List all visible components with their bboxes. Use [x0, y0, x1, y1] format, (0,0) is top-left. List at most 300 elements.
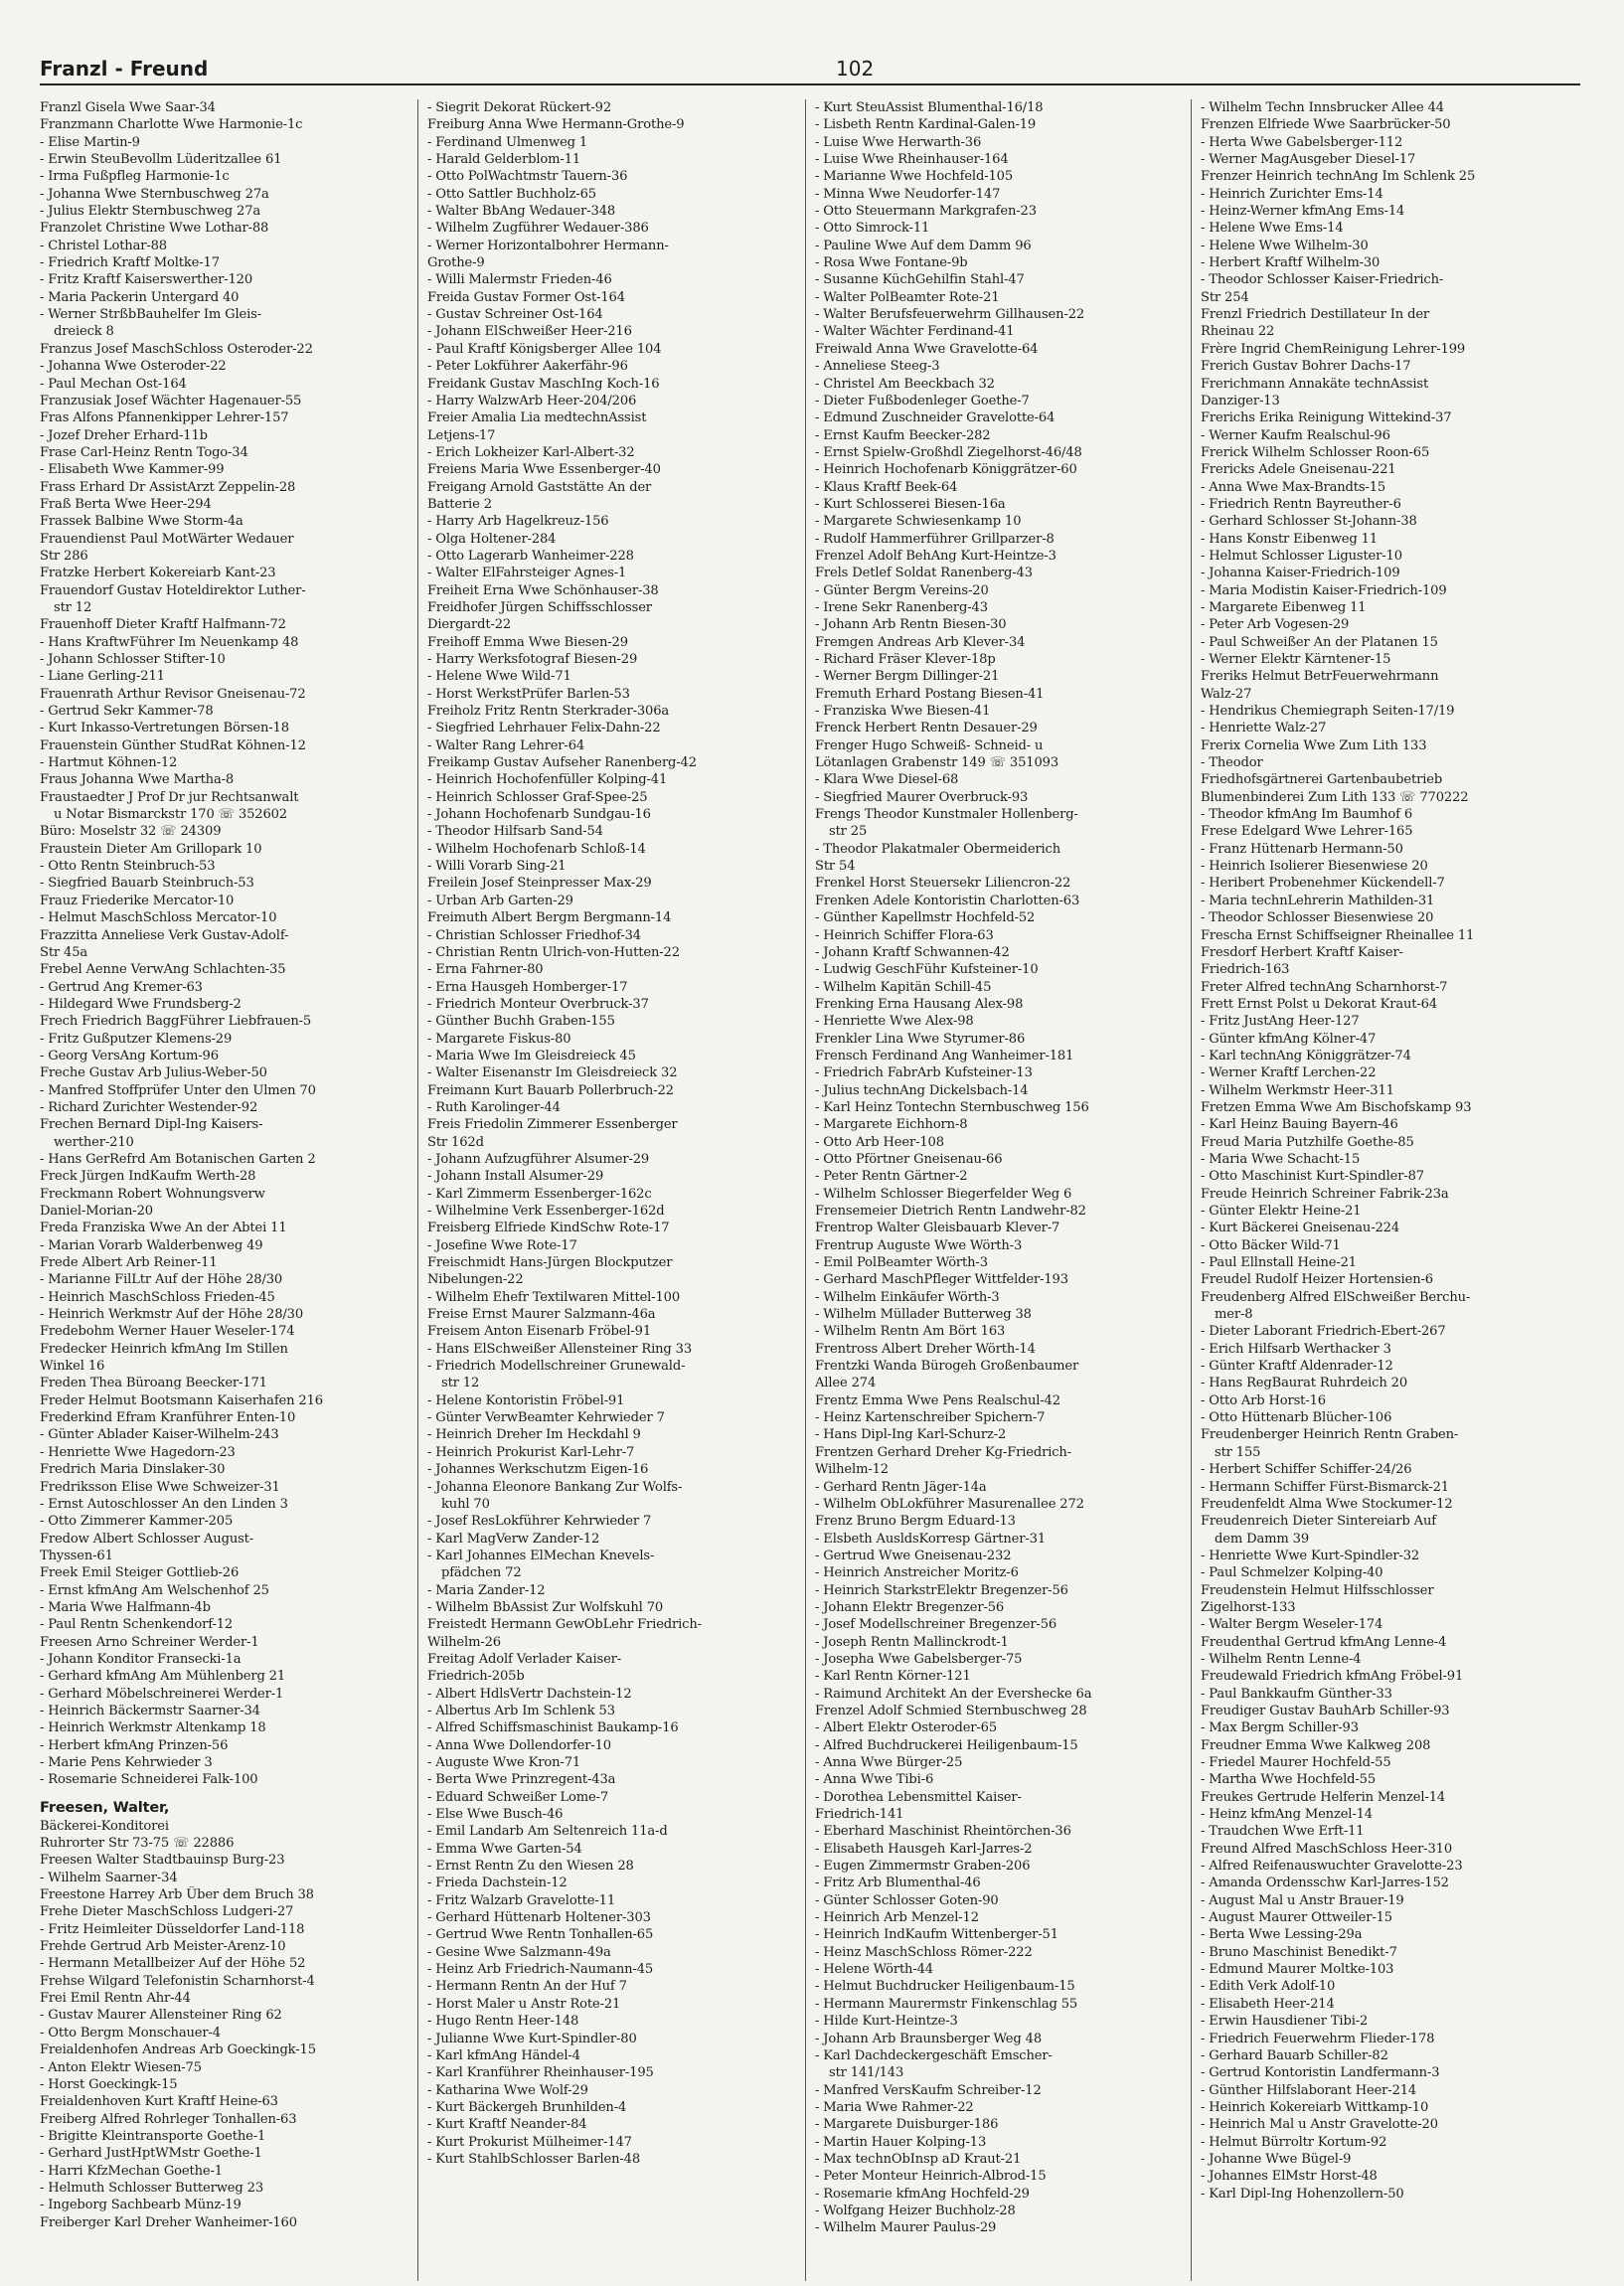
directory-entry: - Edith Verk Adolf-10	[1201, 1979, 1336, 1995]
directory-entry: Freestone Harrey Arb Über dem Bruch 38	[40, 1887, 314, 1903]
directory-entry: - Theodor Schlosser Biesenwiese 20	[1201, 910, 1434, 926]
directory-entry: Frauz Friederike Mercator-10	[40, 893, 235, 908]
directory-entry: - Theodor	[1201, 755, 1263, 771]
directory-entry: - Johanna Eleonore Bankang Zur Wolfs-	[427, 1479, 683, 1495]
directory-entry: - Werner Kraftf Lerchen-22	[1201, 1065, 1377, 1081]
directory-entry: - Johann Aufzugführer Alsumer-29	[427, 1151, 650, 1167]
directory-entry: - Maria Wwe Im Gleisdreieck 45	[427, 1048, 636, 1063]
directory-entry: - Werner Elektr Kärntener-15	[1201, 652, 1391, 667]
directory-entry: - Elisabeth Heer-214	[1201, 1996, 1335, 2012]
directory-entry: - Otto Sattler Buchholz-65	[427, 186, 596, 202]
directory-entry: Fraustaedter J Prof Dr jur Rechtsanwalt	[40, 789, 299, 805]
directory-entry: - Günther Kapellmstr Hochfeld-52	[815, 910, 1036, 926]
directory-entry: Str 162d	[427, 1134, 484, 1150]
directory-entry: - Wolfgang Heizer Buchholz-28	[815, 2203, 1016, 2218]
directory-entry: - Josepha Wwe Gabelsberger-75	[815, 1651, 1023, 1667]
directory-entry: - Christian Rentn Ulrich-von-Hutten-22	[427, 944, 680, 960]
directory-entry: Frenzer Heinrich technAng Im Schlenk 25	[1201, 169, 1476, 185]
directory-entry: Freier Amalia Lia medtechnAssist	[427, 410, 647, 426]
directory-entry: Freukes Gertrude Helferin Menzel-14	[1201, 1789, 1446, 1805]
directory-entry: - Theodor Hilfsarb Sand-54	[427, 824, 603, 840]
directory-entry: - Otto Maschinist Kurt-Spindler-87	[1201, 1169, 1424, 1185]
directory-entry: - Hilde Kurt-Heintze-3	[815, 2014, 958, 2030]
page-number: 102	[836, 57, 875, 81]
directory-entry: - Franz Hüttenarb Hermann-50	[1201, 841, 1403, 857]
directory-entry: - Alfred Schiffsmaschinist Baukamp-16	[427, 1720, 679, 1736]
directory-entry: - Heinrich IndKaufm Wittenberger-51	[815, 1927, 1058, 1943]
directory-entry: - Karl technAng Königgrätzer-74	[1201, 1048, 1411, 1063]
directory-entry: - Heinrich Schlosser Graf-Spee-25	[427, 789, 648, 805]
directory-entry: - Karl Kranführer Rheinhauser-195	[427, 2065, 654, 2081]
directory-entry: - Wilhelm Rentn Am Bört 163	[815, 1324, 1006, 1340]
directory-entry: - Wilhelm Zugführer Wedauer-386	[427, 221, 649, 237]
directory-entry: Freda Franziska Wwe An der Abtei 11	[40, 1221, 287, 1236]
directory-entry: - Hans Konstr Eibenweg 11	[1201, 531, 1378, 547]
directory-entry: - Karl Heinz Tontechn Sternbuschweg 156	[815, 1099, 1089, 1115]
directory-entry: Frerix Cornelia Wwe Zum Lith 133	[1201, 737, 1427, 753]
directory-entry: Büro: Moselstr 32 ☏ 24309	[40, 824, 222, 840]
directory-entry: - Friedrich Kraftf Moltke-17	[40, 255, 220, 271]
directory-entry: - Rosemarie kfmAng Hochfeld-29	[815, 2186, 1030, 2202]
directory-entry: Freilein Josef Steinpresser Max-29	[427, 876, 652, 892]
directory-entry: - Paul Mechan Ost-164	[40, 376, 187, 392]
directory-entry: Freidank Gustav MaschIng Koch-16	[427, 376, 660, 392]
directory-entry: - Walter Berufsfeuerwehrm Gillhausen-22	[815, 307, 1085, 323]
directory-entry: Freisem Anton Eisenarb Fröbel-91	[427, 1324, 652, 1340]
directory-entry: Frerichs Erika Reinigung Wittekind-37	[1201, 410, 1452, 426]
directory-entry: - Gertrud Sekr Kammer-78	[40, 704, 214, 720]
directory-entry: - Helene Wwe Wild-71	[427, 669, 571, 685]
directory-entry: - Heinrich Werkmstr Auf der Höhe 28/30	[40, 1307, 304, 1323]
directory-entry: - Hugo Rentn Heer-148	[427, 2014, 579, 2030]
directory-entry: - Karl Rentn Körner-121	[815, 1669, 971, 1685]
directory-entry: - Günter Ablader Kaiser-Wilhelm-243	[40, 1427, 279, 1443]
directory-entry: Freter Alfred technAng Scharnhorst-7	[1201, 979, 1448, 995]
directory-entry: - Günter Elektr Heine-21	[1201, 1204, 1362, 1219]
directory-entry: Freiwald Anna Wwe Gravelotte-64	[815, 341, 1039, 357]
directory-entry: - Fritz Arb Blumenthal-46	[815, 1876, 981, 1891]
directory-entry: Freriks Helmut BetrFeuerwehrmann	[1201, 669, 1439, 685]
directory-entry: - Johann Schlosser Stifter-10	[40, 652, 226, 667]
directory-entry: - Walter Wächter Ferdinand-41	[815, 324, 1015, 340]
directory-entry: Freimuth Albert Bergm Bergmann-14	[427, 910, 672, 926]
directory-entry: - Theodor Schlosser Kaiser-Friedrich-	[1201, 272, 1444, 288]
directory-entry: Frels Detlef Soldat Ranenberg-43	[815, 566, 1033, 581]
directory-entry: Frassek Balbine Wwe Storm-4a	[40, 514, 244, 530]
directory-entry: - Walter BbAng Wedauer-348	[427, 204, 616, 220]
directory-entry: - Margarete Eibenweg 11	[1201, 599, 1367, 615]
directory-entry: - Hermann Schiffer Fürst-Bismarck-21	[1201, 1479, 1449, 1495]
directory-entry: Freudenreich Dieter Sintereiarb Auf	[1201, 1514, 1436, 1530]
directory-entry: - Theodor Plakatmaler Obermeiderich	[815, 841, 1061, 857]
directory-entry: - Kurt Schlosserei Biesen-16a	[815, 496, 1006, 512]
directory-entry: Rheinau 22	[1201, 324, 1275, 340]
directory-entry: Fraß Berta Wwe Heer-294	[40, 496, 212, 512]
directory-entry: Frazzitta Anneliese Verk Gustav-Adolf-	[40, 927, 289, 943]
directory-entry: Frenking Erna Hausang Alex-98	[815, 996, 1024, 1012]
directory-entry: - Friedrich FabrArb Kufsteiner-13	[815, 1065, 1033, 1081]
directory-entry: - Otto Arb Heer-108	[815, 1134, 944, 1150]
directory-entry: - Julius technAng Dickelsbach-14	[815, 1082, 1029, 1098]
directory-entry: - Heinz Kartenschreiber Spichern-7	[815, 1410, 1046, 1426]
directory-entry: Frescha Ernst Schiffseigner Rheinallee 11	[1201, 927, 1475, 943]
directory-entry: - Luise Wwe Rheinhauser-164	[815, 152, 1009, 168]
column-3	[815, 99, 1183, 2276]
directory-entry: Frensemeier Dietrich Rentn Landwehr-82	[815, 1204, 1086, 1219]
directory-entry: - Heinrich Isolierer Biesenwiese 20	[1201, 859, 1428, 875]
directory-entry: Freudenstein Helmut Hilfsschlosser	[1201, 1582, 1434, 1598]
directory-entry: - Heinrich MaschSchloss Frieden-45	[40, 1289, 275, 1305]
directory-entry: - Erwin SteuBevollm Lüderitzallee 61	[40, 152, 282, 168]
directory-entry: - Paul Bankkaufm Günther-33	[1201, 1686, 1392, 1702]
directory-entry: - Johanne Wwe Bügel-9	[1201, 2151, 1352, 2167]
directory-entry: - Margarete Eichhorn-8	[815, 1117, 968, 1133]
directory-entry: Freud Maria Putzhilfe Goethe-85	[1201, 1134, 1414, 1150]
directory-entry: - Heinrich Hochofenfüller Kolping-41	[427, 772, 668, 788]
directory-entry: str 141/143	[829, 2065, 904, 2081]
directory-entry: - Dieter Fußbodenleger Goethe-7	[815, 393, 1030, 408]
directory-entry: - Johannes ElMstr Horst-48	[1201, 2169, 1378, 2185]
directory-entry: - Günther Hilfslaborant Heer-214	[1201, 2082, 1417, 2098]
directory-entry: - Karl Dipl-Ing Hohenzollern-50	[1201, 2186, 1404, 2202]
directory-entry: - Helmut MaschSchloss Mercator-10	[40, 910, 277, 926]
directory-entry: Freiens Maria Wwe Essenberger-40	[427, 462, 661, 478]
directory-entry: - Johann Hochofenarb Sundgau-16	[427, 807, 651, 823]
directory-entry: - Gustav Maurer Allensteiner Ring 62	[40, 2008, 282, 2024]
directory-entry: Friedrich-163	[1201, 962, 1290, 978]
directory-entry: - Harry WalzwArb Heer-204/206	[427, 393, 637, 408]
directory-entry: - Otto Bäcker Wild-71	[1201, 1237, 1341, 1253]
directory-entry: - Kurt StahlbSchlosser Barlen-48	[427, 2151, 640, 2167]
directory-entry: Frenzl Friedrich Destillateur In der	[1201, 307, 1430, 323]
directory-entry: Fremuth Erhard Postang Biesen-41	[815, 686, 1045, 702]
directory-entry: - Albert Elektr Osteroder-65	[815, 1720, 998, 1736]
directory-entry: Zigelhorst-133	[1201, 1599, 1296, 1615]
directory-entry: - Hans GerRefrd Am Botanischen Garten 2	[40, 1151, 316, 1167]
directory-entry: Diergardt-22	[427, 617, 512, 633]
directory-entry: - Emil PolBeamter Wörth-3	[815, 1255, 988, 1271]
directory-entry: - Günter Bergm Vereins-20	[815, 582, 989, 598]
directory-entry: Freck Jürgen IndKaufm Werth-28	[40, 1169, 256, 1185]
directory-entry: Fremgen Andreas Arb Klever-34	[815, 634, 1026, 650]
directory-entry: - Erna Hausgeh Homberger-17	[427, 979, 628, 995]
directory-entry: - Heinrich Werkmstr Altenkamp 18	[40, 1720, 266, 1736]
directory-entry: Ruhrorter Str 73-75 ☏ 22886	[40, 1836, 235, 1852]
directory-entry: - Alfred Reifenauswuchter Gravelotte-23	[1201, 1859, 1463, 1875]
directory-entry: - Katharina Wwe Wolf-29	[427, 2082, 588, 2098]
directory-entry: - Gustav Schreiner Ost-164	[427, 307, 603, 323]
directory-entry: - Siegfried Maurer Overbruck-93	[815, 789, 1029, 805]
directory-entry: - Wilhelm Techn Innsbrucker Allee 44	[1201, 100, 1444, 115]
directory-entry: Freude Heinrich Schreiner Fabrik-23a	[1201, 1186, 1449, 1202]
directory-entry: - Paul Ellnstall Heine-21	[1201, 1255, 1357, 1271]
directory-entry: - Günter VerwBeamter Kehrwieder 7	[427, 1410, 665, 1426]
directory-entry: - Wilhelm BbAssist Zur Wolfskuhl 70	[427, 1599, 664, 1615]
directory-entry: - Rudolf Hammerführer Grillparzer-8	[815, 531, 1055, 547]
directory-entry: - Maria Wwe Halfmann-4b	[40, 1599, 211, 1615]
directory-entry: - Berta Wwe Lessing-29a	[1201, 1927, 1363, 1943]
directory-entry: Frenkler Lina Wwe Styrumer-86	[815, 1031, 1026, 1047]
directory-entry: Franzmann Charlotte Wwe Harmonie-1c	[40, 117, 303, 133]
directory-entry: - Walter Rang Lehrer-64	[427, 737, 585, 753]
directory-entry: Freudenthal Gertrud kfmAng Lenne-4	[1201, 1634, 1447, 1650]
directory-entry: - Marian Vorarb Walderbenweg 49	[40, 1237, 263, 1253]
directory-entry: - Friedrich Modellschreiner Grunewald-	[427, 1359, 686, 1375]
directory-entry: - Kurt SteuAssist Blumenthal-16/18	[815, 100, 1044, 115]
directory-entry: - Martin Hauer Kolping-13	[815, 2134, 987, 2150]
directory-entry: str 12	[54, 599, 92, 615]
directory-entry: Fretzen Emma Wwe Am Bischofskamp 93	[1201, 1099, 1472, 1115]
directory-entry: - Siegrit Dekorat Rückert-92	[427, 100, 612, 115]
directory-entry: - Paul Kraftf Königsberger Allee 104	[427, 341, 662, 357]
directory-entry: - Helene Wwe Wilhelm-30	[1201, 238, 1369, 253]
directory-entry: Franzolet Christine Wwe Lothar-88	[40, 221, 269, 237]
directory-entry: Freiburg Anna Wwe Hermann-Grothe-9	[427, 117, 685, 133]
directory-entry: - Fritz Walzarb Gravelotte-11	[427, 1892, 616, 1908]
directory-entry: Frenken Adele Kontoristin Charlotten-63	[815, 893, 1080, 908]
directory-entry: Freesen Walter Stadtbauinsp Burg-23	[40, 1853, 285, 1869]
directory-entry: - Kurt Kraftf Neander-84	[427, 2117, 587, 2133]
directory-entry: - Marie Pens Kehrwieder 3	[40, 1755, 213, 1770]
directory-entry: Freudenfeldt Alma Wwe Stockumer-12	[1201, 1496, 1453, 1512]
directory-entry: Frauenstein Günther StudRat Köhnen-12	[40, 737, 306, 753]
directory-entry: Frensch Ferdinand Ang Wanheimer-181	[815, 1048, 1074, 1063]
directory-entry: - Margarete Duisburger-186	[815, 2117, 999, 2133]
directory-entry: - Maria Wwe Schacht-15	[1201, 1151, 1361, 1167]
directory-entry: Fredriksson Elise Wwe Schweizer-31	[40, 1479, 280, 1495]
directory-entry: Frerick Wilhelm Schlosser Roon-65	[1201, 444, 1430, 460]
directory-entry: - Günther Buchh Graben-155	[427, 1014, 615, 1030]
directory-entry: mer-8	[1215, 1307, 1253, 1323]
directory-entry: - Walter Eisenanstr Im Gleisdreieck 32	[427, 1065, 678, 1081]
columns	[40, 99, 1580, 2276]
directory-entry: - Franziska Wwe Biesen-41	[815, 704, 991, 720]
directory-entry: - Heinrich Schiffer Flora-63	[815, 927, 994, 943]
directory-entry: - Helmuth Schlosser Butterweg 23	[40, 2180, 264, 2196]
directory-entry: - Julius Elektr Sternbuschweg 27a	[40, 204, 261, 220]
directory-entry: - Johann Arb Braunsberger Weg 48	[815, 2031, 1043, 2046]
directory-entry: - Otto Steuermann Markgrafen-23	[815, 204, 1037, 220]
directory-entry: - Henriette Wwe Hagedorn-23	[40, 1444, 236, 1460]
directory-entry: - Maria Modistin Kaiser-Friedrich-109	[1201, 582, 1447, 598]
directory-entry: - Otto Lagerarb Wanheimer-228	[427, 548, 634, 564]
directory-entry: - Wilhelm Ehefr Textilwaren Mittel-100	[427, 1289, 681, 1305]
directory-entry: - Hendrikus Chemiegraph Seiten-17/19	[1201, 704, 1455, 720]
directory-entry: - Hartmut Köhnen-12	[40, 755, 178, 771]
directory-entry: Freiheit Erna Wwe Schönhauser-38	[427, 582, 659, 598]
directory-entry: Freisberg Elfriede KindSchw Rote-17	[427, 1221, 670, 1236]
directory-entry: pfädchen 72	[441, 1565, 522, 1581]
directory-entry: Daniel-Morian-20	[40, 1204, 153, 1219]
directory-entry: - Friedrich Rentn Bayreuther-6	[1201, 496, 1401, 512]
directory-entry: Fredecker Heinrich kfmAng Im Stillen	[40, 1341, 288, 1357]
directory-entry: - Frieda Dachstein-12	[427, 1876, 568, 1891]
directory-entry: - Willi Malermstr Frieden-46	[427, 272, 612, 288]
directory-entry: - Karl Zimmerm Essenberger-162c	[427, 1186, 652, 1202]
directory-entry: - Paul Schweißer An der Platanen 15	[1201, 634, 1438, 650]
directory-entry: Franzus Josef MaschSchloss Osteroder-22	[40, 341, 313, 357]
directory-entry: - Horst WerkstPrüfer Barlen-53	[427, 686, 630, 702]
directory-entry: - Wilhelm Werkmstr Heer-311	[1201, 1082, 1394, 1098]
directory-entry: Frentzen Gerhard Dreher Kg-Friedrich-	[815, 1444, 1071, 1460]
directory-entry: Fredow Albert Schlosser August-	[40, 1531, 254, 1547]
directory-entry: werther-210	[54, 1134, 134, 1150]
directory-entry: - Kurt Bäckergeh Brunhilden-4	[427, 2099, 627, 2115]
directory-entry: - Heinrich Dreher Im Heckdahl 9	[427, 1427, 641, 1443]
directory-entry: Str 45a	[40, 944, 88, 960]
directory-entry: - Elsbeth AusldsKorresp Gärtner-31	[815, 1531, 1046, 1547]
directory-entry: u Notar Bismarckstr 170 ☏ 352602	[54, 807, 287, 823]
directory-entry: - Johann Elektr Bregenzer-56	[815, 1599, 1005, 1615]
directory-entry: Freiberg Alfred Rohrleger Tonhallen-63	[40, 2111, 297, 2127]
directory-entry: - Harry Werksfotograf Biesen-29	[427, 652, 638, 667]
directory-entry: - Kurt Prokurist Mülheimer-147	[427, 2134, 632, 2150]
directory-entry: - Otto Hüttenarb Blücher-106	[1201, 1410, 1392, 1426]
directory-entry: Freudenberg Alfred ElSchweißer Berchu-	[1201, 1289, 1471, 1305]
directory-entry: - Heinz Arb Friedrich-Naumann-45	[427, 1962, 654, 1978]
directory-entry: - Ernst Rentn Zu den Wiesen 28	[427, 1859, 634, 1875]
directory-entry: - Alfred Buchdruckerei Heiligenbaum-15	[815, 1737, 1078, 1753]
directory-entry: - Gerhard Schlosser St-Johann-38	[1201, 514, 1417, 530]
directory-entry: Freis Friedolin Zimmerer Essenberger	[427, 1117, 678, 1133]
directory-entry: Letjens-17	[427, 427, 496, 443]
directory-entry: - Hans ElSchweißer Allensteiner Ring 33	[427, 1341, 693, 1357]
directory-entry: - Anna Wwe Max-Brandts-15	[1201, 479, 1386, 495]
directory-entry: - Hans KraftwFührer Im Neuenkamp 48	[40, 634, 299, 650]
directory-entry: - Amanda Ordensschw Karl-Jarres-152	[1201, 1876, 1449, 1891]
directory-entry: - Ingeborg Sachbearb Münz-19	[40, 2198, 242, 2213]
directory-entry: Frenzel Adolf BehAng Kurt-Heintze-3	[815, 548, 1056, 564]
directory-entry: - Christian Schlosser Friedhof-34	[427, 927, 641, 943]
directory-entry: - Henriette Wwe Alex-98	[815, 1014, 974, 1030]
directory-entry: Freitag Adolf Verlader Kaiser-	[427, 1651, 622, 1667]
directory-entry: - Karl kfmAng Händel-4	[427, 2047, 580, 2063]
directory-entry: - Margarete Fiskus-80	[427, 1031, 571, 1047]
directory-entry: - Fritz Kraftf Kaiserswerther-120	[40, 272, 253, 288]
directory-entry: Str 286	[40, 548, 88, 564]
directory-entry: - Otto Zimmerer Kammer-205	[40, 1514, 234, 1530]
directory-entry: - Brigitte Kleintransporte Goethe-1	[40, 2128, 266, 2144]
directory-entry: - Wilhelm Hochofenarb Schloß-14	[427, 841, 646, 857]
directory-entry: - Günter Schlosser Goten-90	[815, 1892, 999, 1908]
directory-entry: Frentzki Wanda Bürogeh Großenbaumer	[815, 1359, 1079, 1375]
directory-entry: - Helmut Bürroltr Kortum-92	[1201, 2134, 1387, 2150]
directory-entry: - Heinrich Mal u Anstr Gravelotte-20	[1201, 2117, 1438, 2133]
directory-entry: - Berta Wwe Prinzregent-43a	[427, 1772, 616, 1788]
directory-entry: Winkel 16	[40, 1359, 105, 1375]
directory-entry: - Heinrich Kokereiarb Wittkamp-10	[1201, 2099, 1429, 2115]
directory-entry: - Johann Konditor Fransecki-1a	[40, 1651, 242, 1667]
directory-entry: - Wilhelm Saarner-34	[40, 1870, 178, 1885]
directory-entry: Freiberger Karl Dreher Wanheimer-160	[40, 2214, 297, 2230]
directory-entry: - Fritz Heimleiter Düsseldorfer Land-118	[40, 1921, 305, 1937]
directory-entry: - Herbert Schiffer Schiffer-24/26	[1201, 1462, 1412, 1478]
directory-entry: - Liane Gerling-211	[40, 669, 165, 685]
directory-entry: - Johann Kraftf Schwannen-42	[815, 944, 1010, 960]
directory-entry: - Traudchen Wwe Erft-11	[1201, 1824, 1365, 1840]
directory-entry: - Harri KfzMechan Goethe-1	[40, 2163, 223, 2179]
directory-entry: - Luise Wwe Herwarth-36	[815, 134, 982, 150]
directory-entry: Frei Emil Rentn Ahr-44	[40, 1991, 191, 2007]
directory-entry: - Ernst Autoschlosser An den Linden 3	[40, 1496, 288, 1512]
directory-entry: - Siegfried Bauarb Steinbruch-53	[40, 876, 254, 892]
directory-entry: - Klaus Kraftf Beek-64	[815, 479, 958, 495]
directory-entry: - Margarete Schwiesenkamp 10	[815, 514, 1022, 530]
directory-entry: - Marianne FilLtr Auf der Höhe 28/30	[40, 1272, 283, 1288]
directory-entry: - Theodor kfmAng Im Baumhof 6	[1201, 807, 1413, 823]
directory-entry: Frech Friedrich BaggFührer Liebfrauen-5	[40, 1014, 312, 1030]
directory-entry: - Eberhard Maschinist Rheintörchen-36	[815, 1824, 1071, 1840]
directory-entry: - Anna Wwe Bürger-25	[815, 1755, 963, 1770]
directory-entry: - Otto Pförtner Gneisenau-66	[815, 1151, 1003, 1167]
directory-entry: - Hermann Metallbeizer Auf der Höhe 52	[40, 1956, 306, 1972]
directory-entry: Walz-27	[1201, 686, 1252, 702]
directory-entry: Frenzen Elfriede Wwe Saarbrücker-50	[1201, 117, 1451, 133]
directory-entry: Frericks Adele Gneisenau-221	[1201, 462, 1396, 478]
directory-entry: - Kurt Inkasso-Vertretungen Börsen-18	[40, 721, 289, 736]
directory-entry: Freischmidt Hans-Jürgen Blockputzer	[427, 1255, 673, 1271]
directory-entry: - Ludwig GeschFühr Kufsteiner-10	[815, 962, 1039, 978]
directory-entry: Frerich Gustav Bohrer Dachs-17	[1201, 359, 1411, 375]
directory-entry: - Heinrich Bäckermstr Saarner-34	[40, 1703, 260, 1718]
directory-entry: - Gerhard kfmAng Am Mühlenberg 21	[40, 1669, 286, 1685]
directory-entry: Frauenrath Arthur Revisor Gneisenau-72	[40, 686, 306, 702]
directory-entry: - Paul Rentn Schenkendorf-12	[40, 1617, 234, 1633]
directory-entry: - Lisbeth Rentn Kardinal-Galen-19	[815, 117, 1037, 133]
directory-entry: - Otto Simrock-11	[815, 221, 930, 237]
directory-entry: - Max technObInsp aD Kraut-21	[815, 2151, 1022, 2167]
directory-entry: Frechen Bernard Dipl-Ing Kaisers-	[40, 1117, 263, 1133]
directory-entry: Frebel Aenne VerwAng Schlachten-35	[40, 962, 286, 978]
running-head: Franzl - Freund	[40, 57, 209, 81]
directory-entry: - Wilhelm Rentn Lenne-4	[1201, 1651, 1362, 1667]
directory-entry: - Gerhard Hüttenarb Holtener-303	[427, 1910, 651, 1926]
directory-entry: - Minna Wwe Neudorfer-147	[815, 186, 1001, 202]
directory-entry: - Martha Wwe Hochfeld-55	[1201, 1772, 1377, 1788]
directory-entry: - Rosemarie Schneiderei Falk-100	[40, 1772, 258, 1788]
directory-entry: - Walter PolBeamter Rote-21	[815, 289, 1000, 305]
directory-entry: - Heinz kfmAng Menzel-14	[1201, 1807, 1373, 1823]
directory-entry: - Julianne Wwe Kurt-Spindler-80	[427, 2031, 637, 2046]
directory-entry: Freiholz Fritz Rentn Sterkrader-306a	[427, 704, 670, 720]
directory-entry: Batterie 2	[427, 496, 492, 512]
directory-entry: - Johann Arb Rentn Biesen-30	[815, 617, 1007, 633]
directory-entry: - Werner Bergm Dillinger-21	[815, 669, 1000, 685]
directory-entry: - Eugen Zimmermstr Graben-206	[815, 1859, 1031, 1875]
directory-entry: - Eduard Schweißer Lome-7	[427, 1789, 609, 1805]
directory-entry: - Karl Dachdeckergeschäft Emscher-	[815, 2047, 1053, 2063]
directory-entry: - Anneliese Steeg-3	[815, 359, 940, 375]
directory-entry: Frede Albert Arb Reiner-11	[40, 1255, 218, 1271]
directory-entry: - Johannes Werkschutzm Eigen-16	[427, 1462, 649, 1478]
directory-entry: - Maria Wwe Rahmer-22	[815, 2099, 974, 2115]
directory-entry: - Anna Wwe Tibi-6	[815, 1772, 934, 1788]
directory-entry: str 25	[829, 824, 868, 840]
directory-entry: Freudiger Gustav BauhArb Schiller-93	[1201, 1703, 1450, 1718]
directory-entry: - Hermann Rentn An der Huf 7	[427, 1979, 627, 1995]
directory-entry: Fras Alfons Pfannenkipper Lehrer-157	[40, 410, 289, 426]
directory-entry: - Gertrud Wwe Gneisenau-232	[815, 1548, 1012, 1563]
directory-entry: - Heinz-Werner kfmAng Ems-14	[1201, 204, 1405, 220]
directory-entry: - Elisabeth Hausgeh Karl-Jarres-2	[815, 1841, 1033, 1857]
directory-entry: Freund Alfred MaschSchloss Heer-310	[1201, 1841, 1452, 1857]
directory-entry: - Otto Rentn Steinbruch-53	[40, 859, 216, 875]
directory-entry: - Anna Wwe Dollendorfer-10	[427, 1737, 611, 1753]
directory-entry: Franzl Gisela Wwe Saar-34	[40, 100, 216, 115]
directory-entry: Freistedt Hermann GewObLehr Friedrich-	[427, 1617, 702, 1633]
directory-entry: - Johann Install Alsumer-29	[427, 1169, 604, 1185]
column-1	[40, 99, 407, 2276]
